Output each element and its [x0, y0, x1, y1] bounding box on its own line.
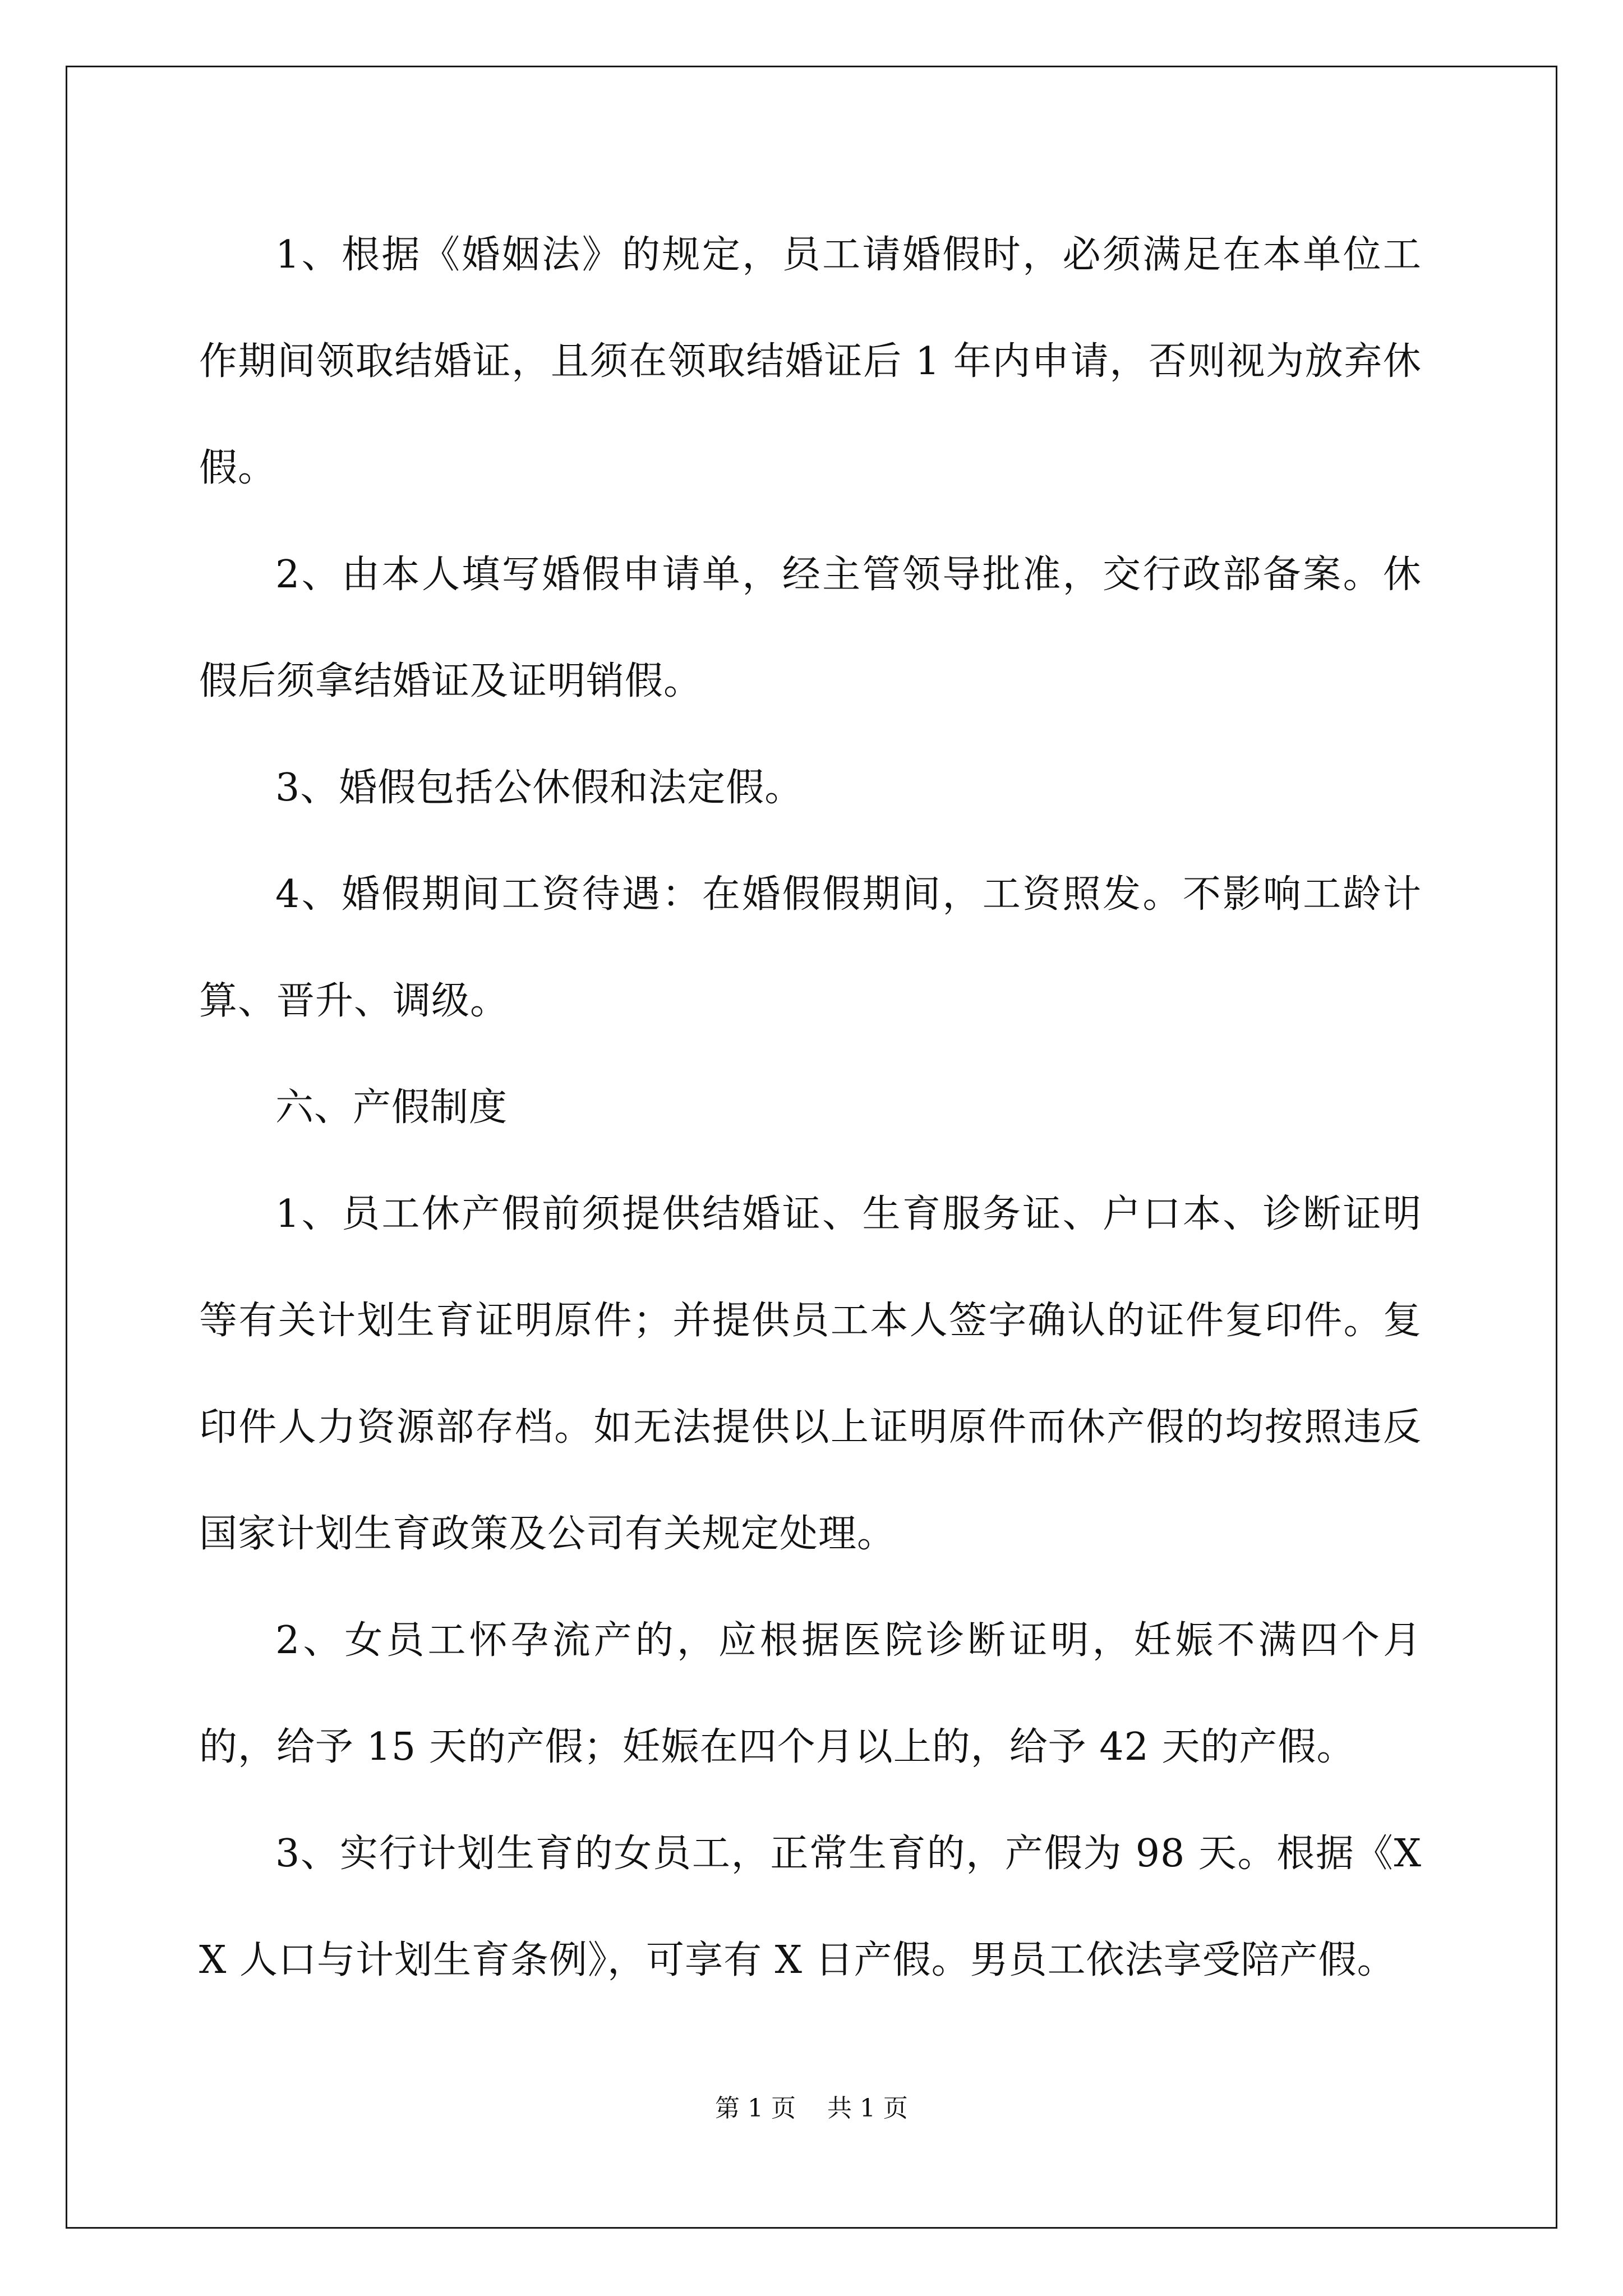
page-number: 第 1 页 — [715, 2094, 796, 2123]
section-heading-maternity: 六、产假制度 — [275, 1085, 508, 1130]
paragraph-marriage-leave-4: 4、婚假期间工资待遇：在婚假假期间，工资照发。不影响工龄计算、晋升、调级。 — [199, 872, 1422, 1023]
document-body — [199, 202, 1422, 2014]
paragraph-maternity-3: 3、实行计划生育的女员工，正常生育的，产假为 98 天。根据《XX 人口与计划生育条例》，可享有 X 日产假。男员工依法享受陪产假。 — [199, 1832, 1422, 1982]
paragraph-maternity-2: 2、女员工怀孕流产的，应根据医院诊断证明，妊娠不满四个月的，给予 15 天的产假；妊娠在四个月以上的，给予 42 天的产假。 — [199, 1618, 1422, 1769]
paragraph-marriage-leave-1: 1、根据《婚姻法》的规定，员工请婚假时，必须满足在本单位工作期间领取结婚证，且须在领取结婚证后 1 年内申请，否则视为放弃休假。 — [199, 233, 1422, 490]
page-total: 共 1 页 — [827, 2094, 908, 2123]
paragraph-marriage-leave-3: 3、婚假包括公休假和法定假。 — [275, 766, 804, 810]
paragraph-maternity-1: 1、员工休产假前须提供结婚证、生育服务证、户口本、诊断证明等有关计划生育证明原件；并提供员工本人签字确认的证件复印件。复印件人力资源部存档。如无法提供以上证明原件而休产假的均按照违反国家计划生育政策及公司有关规定处理。 — [199, 1192, 1422, 1556]
page-footer — [0, 2088, 1623, 2124]
paragraph-marriage-leave-2: 2、由本人填写婚假申请单，经主管领导批准，交行政部备案。休假后须拿结婚证及证明销假。 — [199, 553, 1422, 703]
